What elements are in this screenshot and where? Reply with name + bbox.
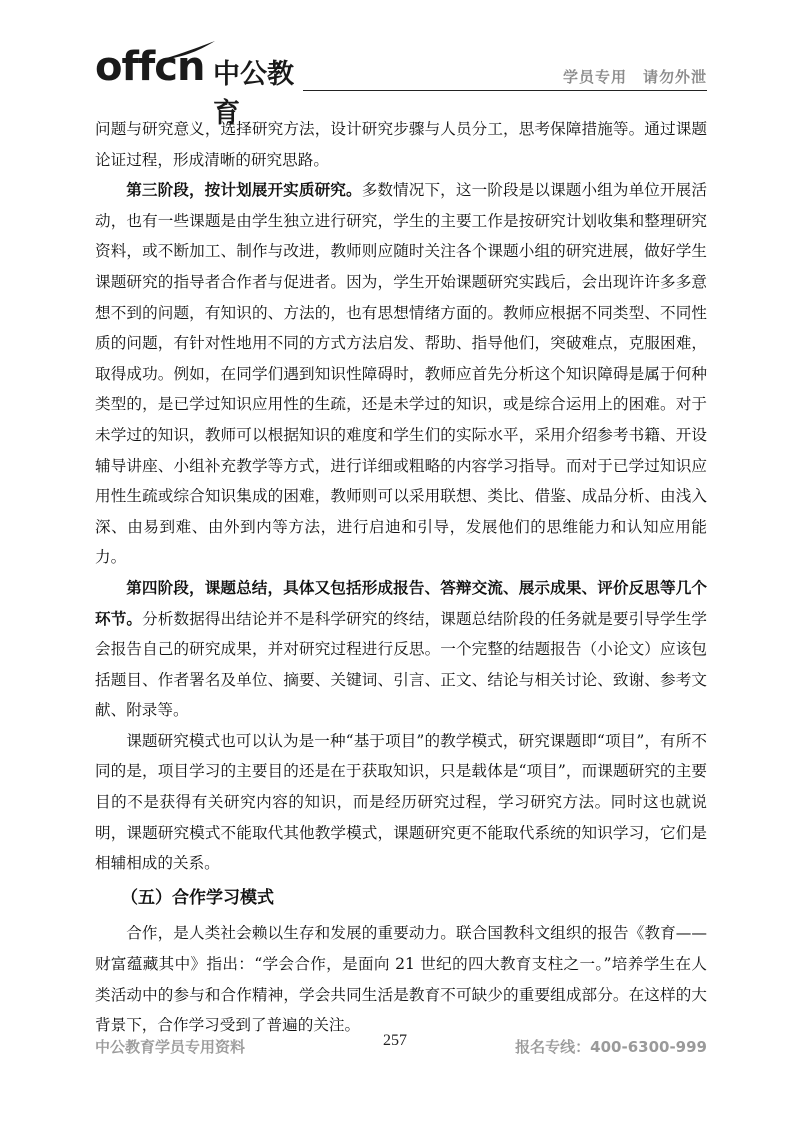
logo-latin-text: offcn [95, 44, 205, 90]
paragraph-text: 合作，是人类社会赖以生存和发展的重要动力。联合国教科文组织的报告《教育——财富蕴藏其中》指出：“学会合作，是面向 21 世纪的四大教育支柱之一。”培养学生在人类活动中的参与和合作精神，学会共同生活是教育不可缺少的重要组成部分。在这样的大背景下，合作学习受到了普遍的关注。 [95, 924, 707, 1035]
paragraph-text: 课题研究模式也可以认为是一种“基于项目”的教学模式，研究课题即“项目”，有所不同的是，项目学习的主要目的还是在于获取知识，只是载体是“项目”，而课题研究的主要目的不是获得有关研究内容的知识，而是经历研究过程，学习研究方法。同时这也就说明，课题研究模式不能取代其他教学模式，课题研究更不能取代系统的知识学习，它们是相辅相成的关系。 [95, 731, 707, 873]
paragraph-bold-lead: 第四阶段，课题总结，具体又包括形成报告、答辩交流、展示成果、评价反思等几个环节。 [95, 577, 707, 628]
paragraph-stage-three [95, 175, 707, 573]
logo-chinese-text: 中公教育 [213, 59, 294, 129]
paragraph-continuation [95, 114, 707, 175]
page-number: 257 [383, 1032, 407, 1049]
logo-swoosh-icon [157, 40, 217, 62]
section-heading: （五）合作学习模式 [121, 887, 274, 908]
document-body [95, 114, 707, 1041]
page-footer [95, 1032, 707, 1066]
paragraph-text: 问题与研究意义，选择研究方法，设计研究步骤与人员分工，思考保障措施等。通过课题论证过程，形成清晰的研究思路。 [95, 120, 707, 169]
paragraph-bold-lead: 第三阶段，按计划展开实质研究。 [126, 180, 362, 200]
header-divider [303, 90, 707, 91]
paragraph-cooperation [95, 918, 707, 1040]
paragraph-text: 分析数据得出结论并不是科学研究的终结，课题总结阶段的任务就是要引导学生学会报告自己的研究成果，并对研究过程进行反思。一个完整的结题报告（小论文）应该包括题目、作者署名及单位、摘要、关键词、引言、正文、结论与相关讨论、致谢、参考文献、附录等。 [95, 609, 707, 720]
offcn-logo [95, 38, 310, 129]
header-confidential-tag: 学员专用 请勿外泄 [562, 68, 707, 86]
paragraph-project-model [95, 726, 707, 879]
paragraph-text: 多数情况下，这一阶段是以课题小组为单位开展活动，也有一些课题是由学生独立进行研究，学生的主要工作是按研究计划收集和整理研究资料，或不断加工、制作与改进，教师则应随时关注各个课题小组的研究进展，做好学生课题研究的指导者合作者与促进者。因为，学生开始课题研究实践后，会出现许许多多意想不到的问题，有知识的、方法的，也有思想情绪方面的。教师应根据不同类型、不同性质的问题，有针对性地用不同的方式方法启发、帮助、指导他们，突破难点，克服困难，取得成功。例如，在同学们遇到知识性障碍时，教师应首先分析这个知识障碍是属于何种类型的，是已学过知识应用性的生疏，还是未学过的知识，或是综合运用上的困难。对于未学过的知识，教师可以根据知识的难度和学生们的实际水平，采用介绍参考书籍、开设辅导讲座、小组补充教学等方式，进行详细或粗略的内容学习指导。而对于已学过知识应用性生疏或综合知识集成的困难，教师则可以采用联想、类比、借鉴、成品分析、由浅入深、由易到难、由外到内等方法，进行启迪和引导，发展他们的思维能力和认知应用能力。 [95, 181, 707, 567]
page-header [95, 38, 707, 129]
footer-material-label: 中公教育学员专用资料 [95, 1038, 246, 1056]
footer-hotline: 报名专线：400-6300-999 [515, 1038, 707, 1056]
paragraph-stage-four [95, 573, 707, 726]
